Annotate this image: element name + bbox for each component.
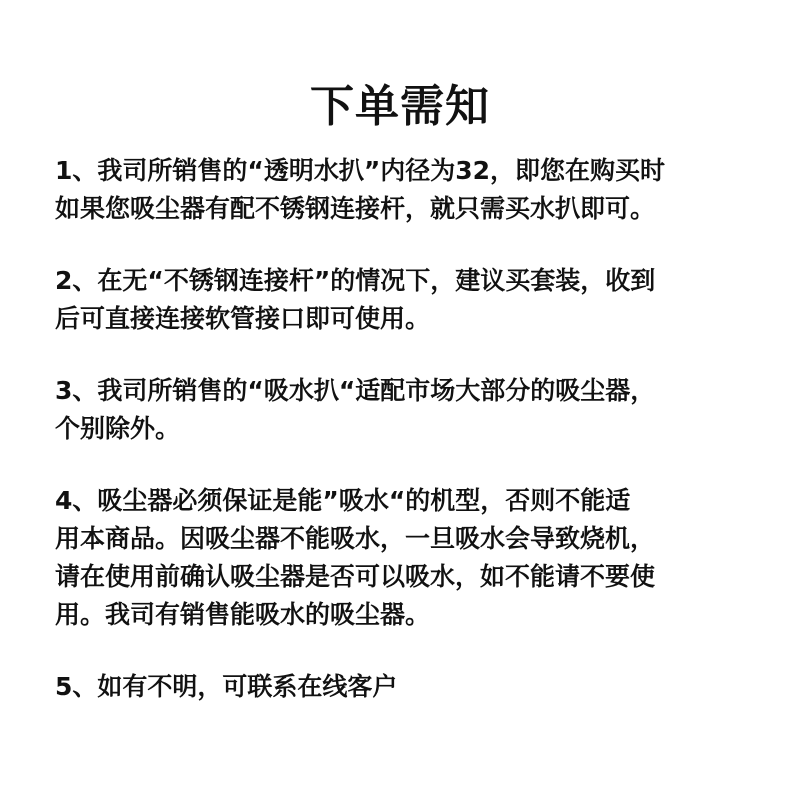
note-line: 个别除外。 — [55, 414, 181, 443]
note-line: 2、在无“不锈钢连接杆”的情况下，建议买套装，收到 — [55, 266, 656, 295]
notes-list — [55, 152, 755, 740]
note-item-4 — [55, 482, 755, 634]
page-title: 下单需知 — [310, 81, 490, 133]
note-line: 4、吸尘器必须保证是能”吸水“的机型，否则不能适 — [55, 486, 631, 515]
note-line: 后可直接连接软管接口即可使用。 — [55, 304, 431, 333]
note-item-3 — [55, 372, 755, 448]
note-line: 3、我司所销售的“吸水扒“适配市场大部分的吸尘器， — [55, 376, 656, 405]
note-item-5 — [55, 668, 755, 706]
note-line: 1、我司所销售的“透明水扒”内径为32，即您在购买时 — [55, 156, 666, 185]
note-item-1 — [55, 152, 755, 228]
note-item-2 — [55, 262, 755, 338]
note-line: 如果您吸尘器有配不锈钢连接杆，就只需买水扒即可。 — [55, 194, 656, 223]
note-line: 请在使用前确认吸尘器是否可以吸水，如不能请不要使 — [55, 562, 656, 591]
note-line: 用。我司有销售能吸水的吸尘器。 — [55, 600, 431, 629]
note-line: 用本商品。因吸尘器不能吸水，一旦吸水会导致烧机， — [55, 524, 656, 553]
note-line: 5、如有不明，可联系在线客户 — [55, 672, 398, 701]
